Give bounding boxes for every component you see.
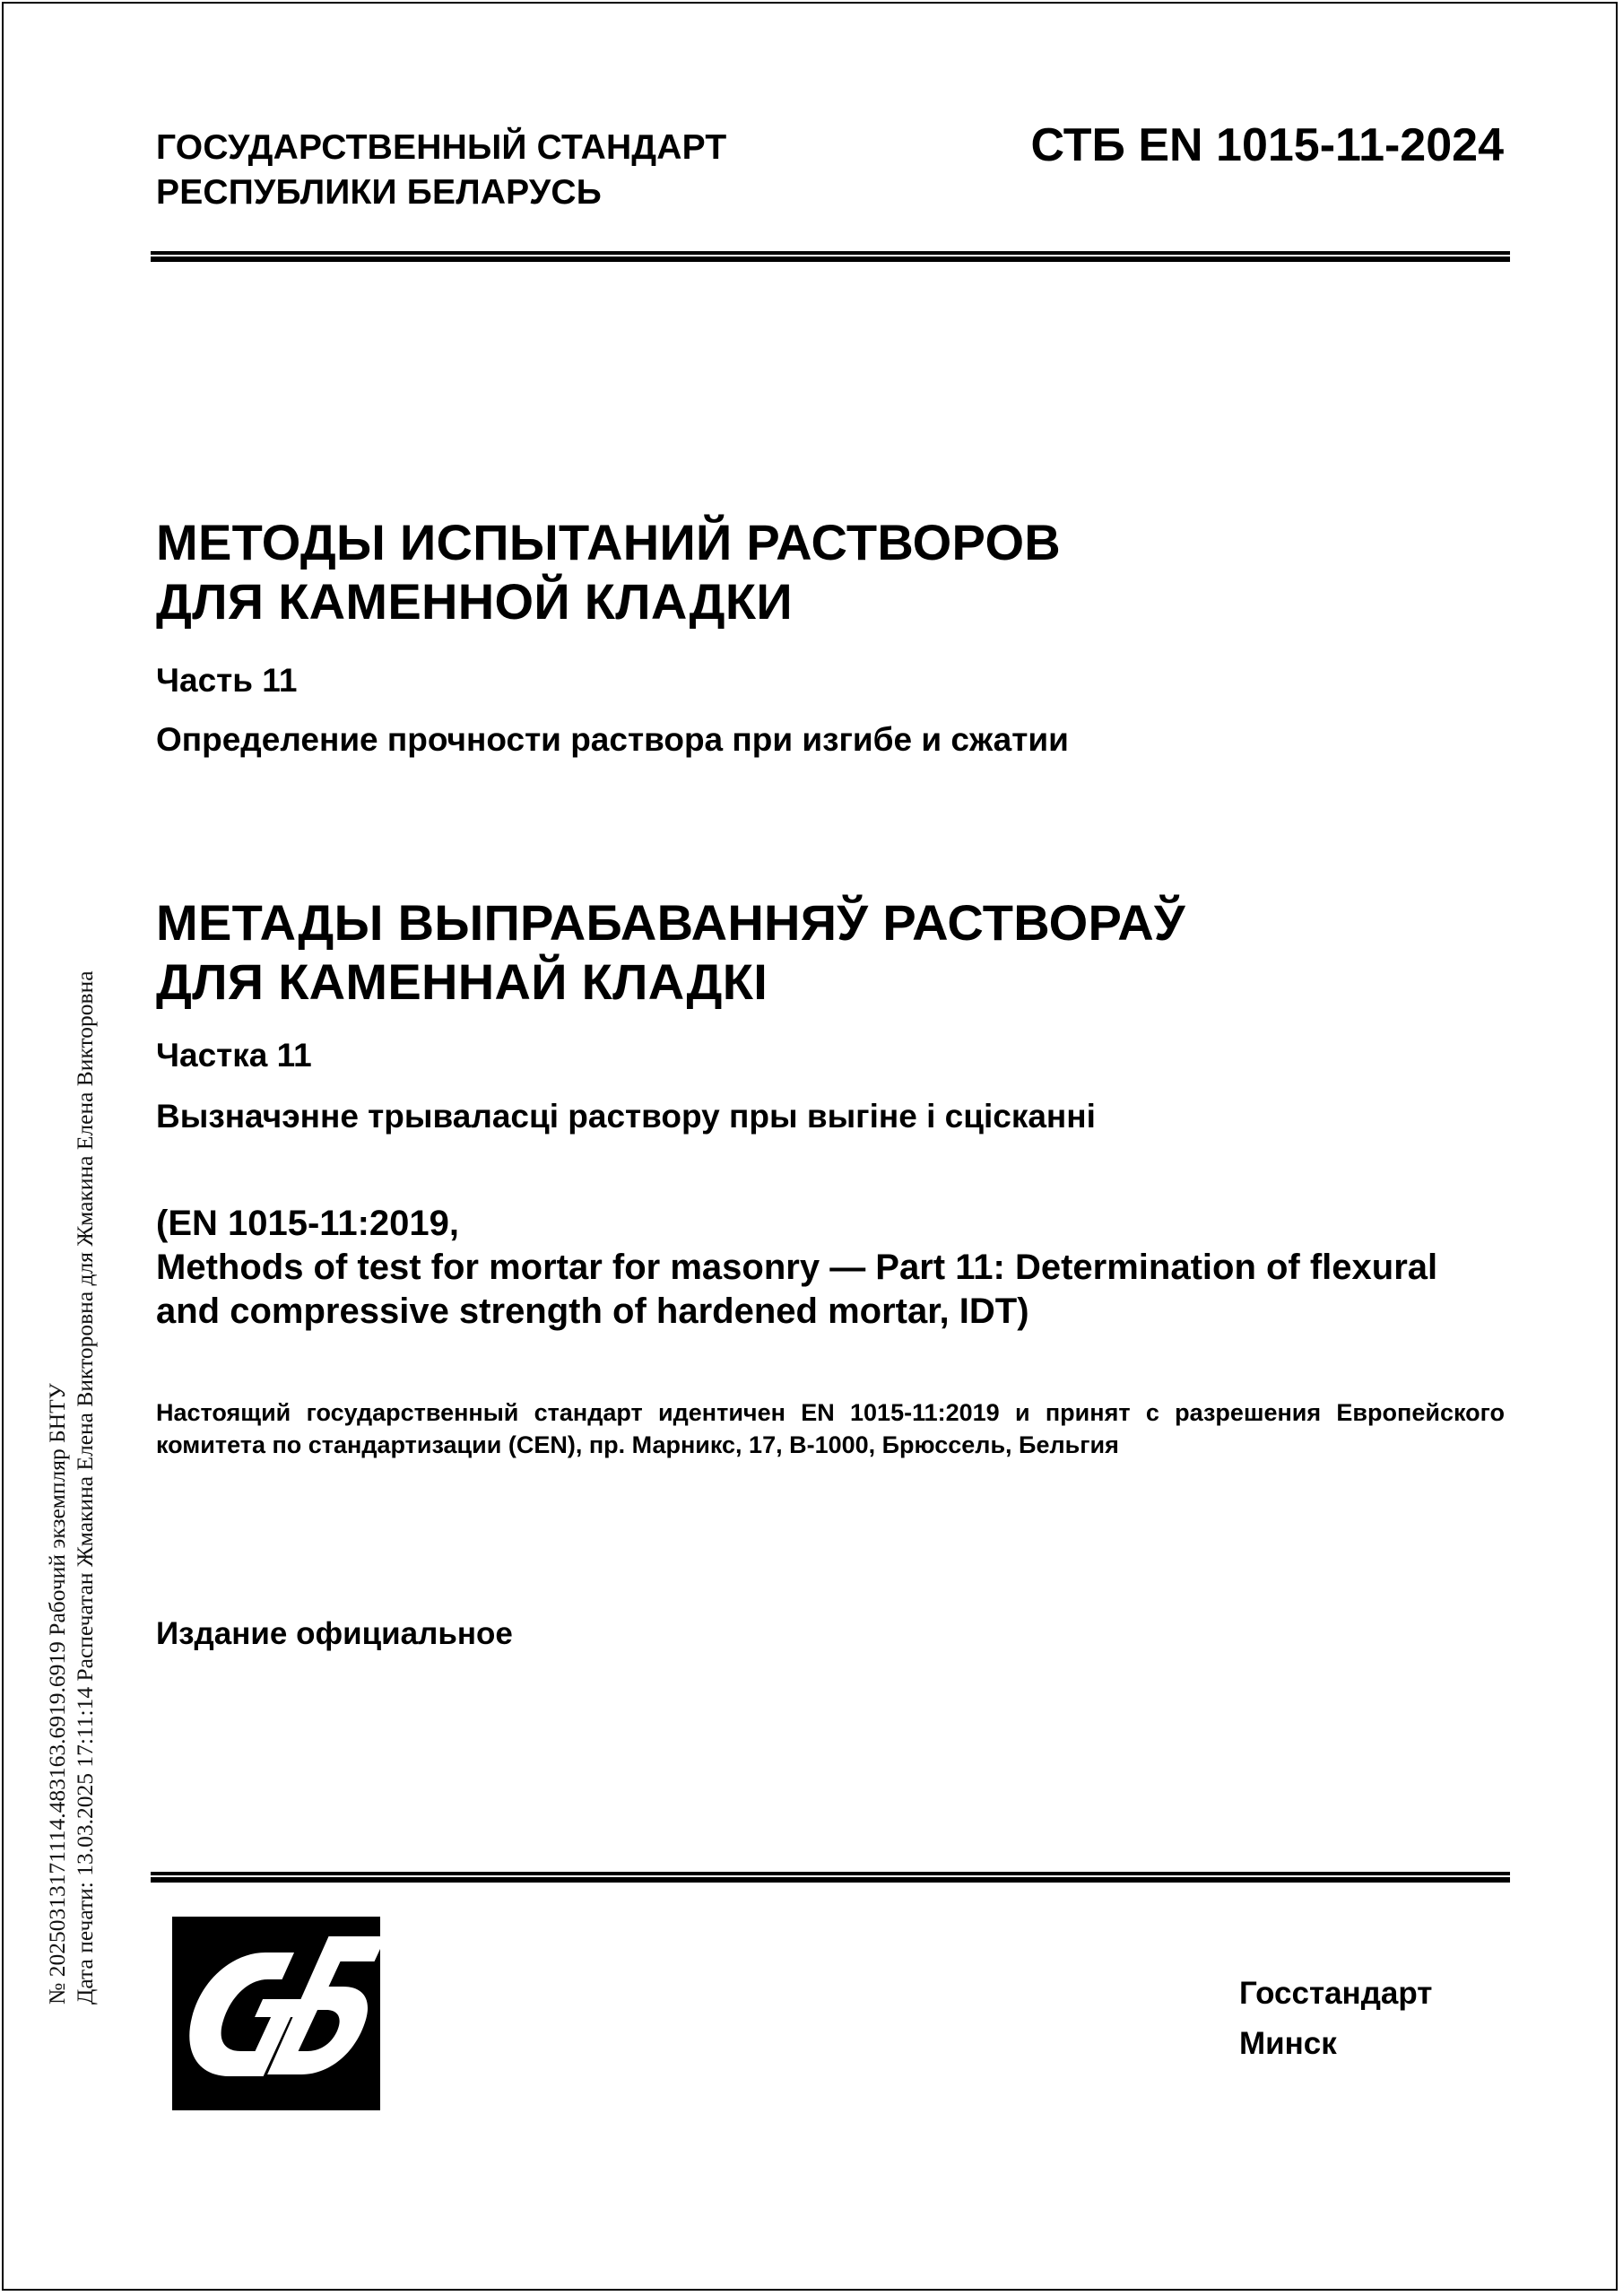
english-title-line-3: and compressive strength of hardened mortar, IDT) — [156, 1292, 1029, 1331]
belarusian-subtitle: Вызначэнне трываласці раствору пры выгіне і сцісканні — [156, 1098, 1096, 1135]
print-stamp-line-2: Дата печати: 13.03.2025 17:11:14 Распечатан Жмакина Елена Викторовна для Жмакина Елена Викторовна — [72, 970, 98, 2005]
belarusian-title-line-2: ДЛЯ КАМЕННАЙ КЛАДКІ — [156, 953, 768, 1010]
stb-logo — [172, 1917, 380, 2110]
print-stamp — [43, 970, 99, 2005]
russian-subtitle: Определение прочности раствора при изгибе и сжатии — [156, 721, 1069, 758]
standard-authority — [156, 126, 726, 215]
edition-label: Издание официальное — [156, 1616, 513, 1651]
russian-part: Часть 11 — [156, 662, 298, 699]
standard-number: СТБ EN 1015-11-2024 — [1030, 119, 1504, 171]
identity-note: Настоящий государственный стандарт идентичен EN 1015-11:2019 и принят с разрешения Европейского комитета по стандартизации (CEN), пр. Марникс, 17, B-1000, Брюссель, Бельгия — [156, 1399, 1505, 1458]
publisher — [1239, 1969, 1432, 2069]
belarusian-part: Частка 11 — [156, 1037, 312, 1074]
print-stamp-line-1: № 20250313171114.483163.6919.6919 Рабочий экземпляр БНТУ — [44, 1383, 70, 2005]
english-title-line-1: (EN 1015-11:2019, — [156, 1204, 460, 1243]
russian-title — [156, 513, 1061, 631]
belarusian-title-line-1: МЕТАДЫ ВЫПРАБАВАННЯЎ РАСТВОРАЎ — [156, 894, 1186, 951]
bottom-divider — [151, 1872, 1510, 1883]
publisher-name: Госстандарт — [1239, 1976, 1433, 2011]
authority-line-2: РЕСПУБЛИКИ БЕЛАРУСЬ — [156, 173, 602, 212]
authority-line-1: ГОСУДАРСТВЕННЫЙ СТАНДАРТ — [156, 128, 727, 167]
top-divider — [151, 251, 1510, 262]
publisher-city: Минск — [1239, 2026, 1337, 2061]
belarusian-title — [156, 893, 1185, 1012]
russian-title-line-1: МЕТОДЫ ИСПЫТАНИЙ РАСТВОРОВ — [156, 514, 1062, 570]
english-title — [156, 1202, 1510, 1334]
english-title-line-2: Methods of test for mortar for masonry — Part 11: Determination of flexural — [156, 1248, 1438, 1287]
stb-logo-icon — [172, 1917, 380, 2110]
russian-title-line-2: ДЛЯ КАМЕННОЙ КЛАДКИ — [156, 573, 793, 630]
